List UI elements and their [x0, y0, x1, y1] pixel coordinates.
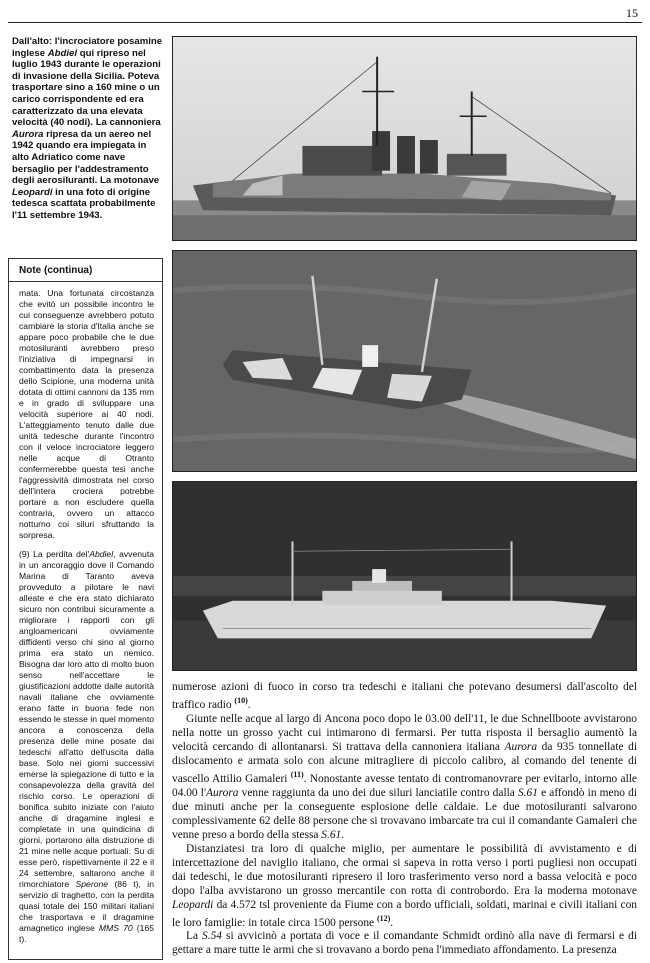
caption-text: qui ripreso nel luglio 1943 durante le operazioni di invasione della Sicilia. Poteva trasportare sino a 160 mine o un carico corrispondente ed era caratterizzato da una elevata velocità (40 nodi). La cannoniera — [12, 47, 161, 129]
caption-ship-name: Aurora — [12, 128, 44, 140]
main-text — [172, 680, 637, 957]
page-number: 15 — [626, 6, 638, 20]
header-rule — [8, 22, 642, 23]
body-paragraph — [172, 929, 637, 957]
photo-leopardi — [172, 481, 637, 671]
body-text: e affondò in meno di due minuti anche per la conseguente esplosione delle caldaie. Le due motosiluranti salvarono complessivamente 62 delle 88 persone che si trovavano imbarcate tra cui il comandante Gamaleri che venne preso a bordo della stessa — [172, 786, 637, 841]
body-text: . Nonostante avesse tentato di contromanovrare per evitarlo, intorno alle 04.00 l' — [172, 772, 637, 799]
body-paragraph — [172, 680, 637, 712]
footnote-ref: (10) — [234, 696, 248, 705]
footnote-ref: (11) — [290, 769, 304, 779]
body-text: si avvicinò a portata di voce e il comandante Schmidt ordinò alla nave di fermarsi e di gettare a mare tutte le armi che si trovavano a bordo pena l'immediato affondamento. La presenza — [172, 930, 637, 957]
body-text: numerose azioni di fuoco in corso tra tedeschi e italiani che potevano desumersi dall'ascolto del traffico radio — [172, 681, 637, 711]
notes-box — [8, 258, 163, 960]
ship-name: S.61 — [517, 786, 538, 799]
ship-name: Leopardi — [172, 898, 214, 911]
caption-text: Dall'alto: l'incrociatore posamine inglese — [12, 36, 163, 59]
note-ship-name: MMS 70 — [98, 923, 133, 933]
body-text: . — [247, 698, 251, 711]
body-text: da 935 tonnellate di dislocamento e armata solo con alcune mitragliere di piccolo calibro, al comando del tenente di vascello Attilio Gamaleri — [172, 740, 637, 785]
photo-caption — [12, 36, 164, 222]
caption-ship-name: Leopardi — [12, 186, 53, 198]
body-text: . — [341, 828, 345, 841]
body-paragraph — [172, 842, 637, 930]
body-text: . — [390, 916, 394, 929]
caption-ship-name: Abdiel — [47, 47, 78, 59]
note-paragraph-9 — [19, 549, 154, 945]
caption-text: ripresa da un aereo nel 1942 quando era impiegata in alto Adriatico come nave bersaglio per l'addestramento degli aerosiluranti. La motonave — [12, 128, 160, 187]
photo-abdiel — [172, 36, 637, 241]
body-text: venne raggiunta da uno dei due siluri lanciatile contro dalla — [238, 786, 518, 799]
note-ship-name: Sperone — [75, 879, 109, 889]
note-ship-name: Abdiel — [89, 549, 114, 559]
note-text: (165 t). — [19, 923, 155, 944]
note-text: (86 t), in servizio di traghetto, con la perdita quasi totale dei 150 militari italiani che trasportava e il dragamine amagnetico inglese — [19, 879, 154, 933]
notes-title: Note (continua) — [9, 265, 162, 282]
body-text: Distanziatesi tra loro di qualche miglio, per aumentare le possibilità di avvistamento e di intercettazione del naviglio italiano, che ormai si sapeva in rotta verso i porti pugliesi non occupati dai tedeschi, le due motosiluranti ripresero il loro trasferimento verso nord a bassa velocità e poco dopo l'alba avvistarono un grosso mercantile con rotta di controbordo. Era la moderna motonave — [172, 842, 637, 897]
ship-name: Aurora — [206, 786, 239, 799]
note-text: , avvenuta in un ancoraggio dove il Comando Marina di Taranto aveva provveduto a pilotare le navi alleate e che era stato dichiarato sicuro non contribuì sicuramente a migliorare i rapporti con gli angloamericani ovviamente diffidenti verso chi sino al giorno prima era stato un nemico. Bisogna dar loro atto di molto buon senso nell'accettare le giustificazioni addotte dalle autorità navali italiane che ovviamente erano fatte in buona fede non essendo le stesse in quel momento ancora a conoscenza della presenza delle mine posate dai tedeschi all'atto dell'uscita dalla base. Solo nei giorni successivi emerse la spiegazione di tutto e la consapevolezza della gravità del rischio corso. Le operazioni di bonifica subito iniziate con l'aiuto anche di dragamine inglesi e completate in una quindicina di giorni, portarono alla distruzione di 21 mine nelle acque portuali. Su di esse però, rispettivamente il 22 e il 24 settembre, saltarono anche il rimorchiatore — [19, 549, 154, 889]
body-text: La — [186, 930, 203, 943]
footnote-ref: (12) — [376, 913, 391, 923]
body-text: da 4.572 tsl proveniente da Fiume con a bordo ufficiali, soldati, marinai e civili italiani con le loro famiglie: in totale circa 1500 persone — [172, 898, 637, 929]
photo-aurora — [172, 250, 637, 472]
ship-name: S.54 — [202, 930, 222, 943]
caption-text: in una foto di origine tedesca scattata probabilmente l'11 settembre 1943. — [12, 186, 156, 221]
body-text: Giunte nelle acque al largo di Ancona poco dopo le 03.00 dell'11, le due Schnellboote avvistarono nella notte un grosso yacht cui intimarono di fermarsi. Per tutta risposta il bersaglio aumentò la velocità cercando di allontanarsi. Si trattava della cannoniera italiana — [172, 712, 637, 753]
ship-name: S.61 — [321, 828, 342, 841]
body-paragraph — [172, 712, 637, 842]
note-text: (9) La perdita del' — [19, 549, 90, 559]
ship-name: Aurora — [504, 740, 538, 753]
note-paragraph: mata. Una fortunata circostanza che evitò un possibile incontro le cui conseguenze avrebbero potuto cambiare la storia d'Italia anche se appare poco probabile che le due motosiluranti avrebbero preso l'iniziativa di impegnarsi in combattimento data la presenza dello Scipione, una moderna unità dotata di ottimi cannoni da 135 mm e in grado di sviluppare una velocità superiore ai 40 nodi. L'atteggiamento tenuto dalle due unità tedesche durante l'incontro con il veloce incrociatore leggero nelle acque di Otranto confermerebbe questa tesi anche l'aggressività dimostrata nel corso dell'intera crociera potrebbe portare a non escludere quella contraria, ovvero un attacco notturno coi siluri sfruttando la sorpresa. — [19, 288, 154, 540]
